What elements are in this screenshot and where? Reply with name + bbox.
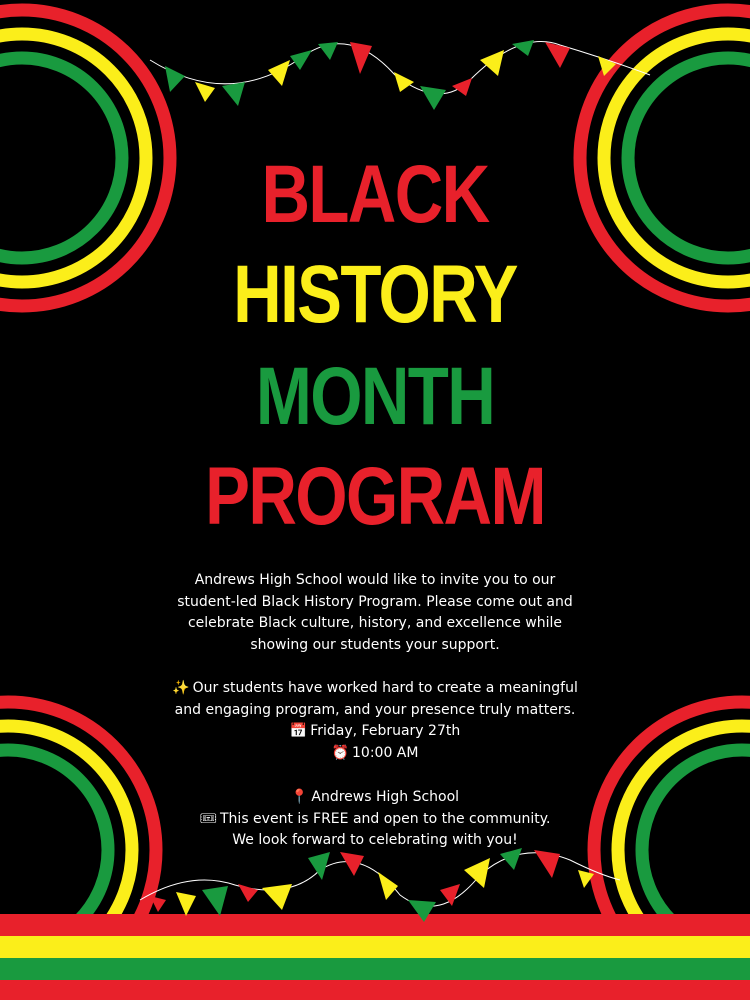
intro-line: student-led Black History Program. Please come out and	[177, 593, 573, 610]
closing-text: We look forward to celebrating with you!	[232, 832, 518, 848]
location-pin-icon: 📍	[290, 789, 309, 805]
intro-paragraph	[125, 570, 625, 656]
stripe-red	[0, 914, 750, 936]
location-line	[125, 787, 625, 809]
closing-section	[125, 787, 625, 852]
title-line-black: BLACK	[261, 149, 489, 240]
time-line	[125, 743, 625, 765]
intro-line: Andrews High School would like to invite you to our	[194, 572, 556, 588]
event-time: 10:00 AM	[352, 744, 419, 761]
title-line-month: MONTH	[255, 351, 495, 442]
details-line	[125, 700, 625, 722]
calendar-icon: 📅	[289, 723, 308, 739]
details-text: and engaging program, and your presence truly matters.	[174, 701, 576, 718]
title-line-program: PROGRAM	[205, 451, 545, 542]
intro-line: showing our students your support.	[250, 636, 500, 653]
details-text: Our students have worked hard to create a meaningful	[192, 680, 578, 696]
admission-line	[125, 809, 625, 831]
bottom-stripes	[0, 914, 750, 1000]
admission-text: This event is FREE and open to the community.	[220, 810, 551, 827]
sparkles-icon: ✨	[172, 680, 190, 696]
title-line-history: HISTORY	[233, 249, 517, 340]
bottom-bunting	[140, 848, 620, 922]
details-section	[125, 678, 625, 764]
top-bunting	[150, 40, 650, 110]
stripe-red-bottom	[0, 980, 750, 1000]
stripe-green	[0, 958, 750, 980]
intro-line: celebrate Black culture, history, and excellence while	[187, 615, 562, 631]
details-line	[125, 678, 625, 700]
date-line	[125, 721, 625, 743]
stripe-yellow	[0, 936, 750, 958]
ticket-icon: 🎟	[199, 810, 218, 827]
event-date: Friday, February 27th	[310, 723, 461, 739]
closing-line	[125, 830, 625, 852]
event-location: Andrews High School	[311, 789, 460, 805]
alarm-clock-icon: ⏰	[331, 744, 349, 761]
